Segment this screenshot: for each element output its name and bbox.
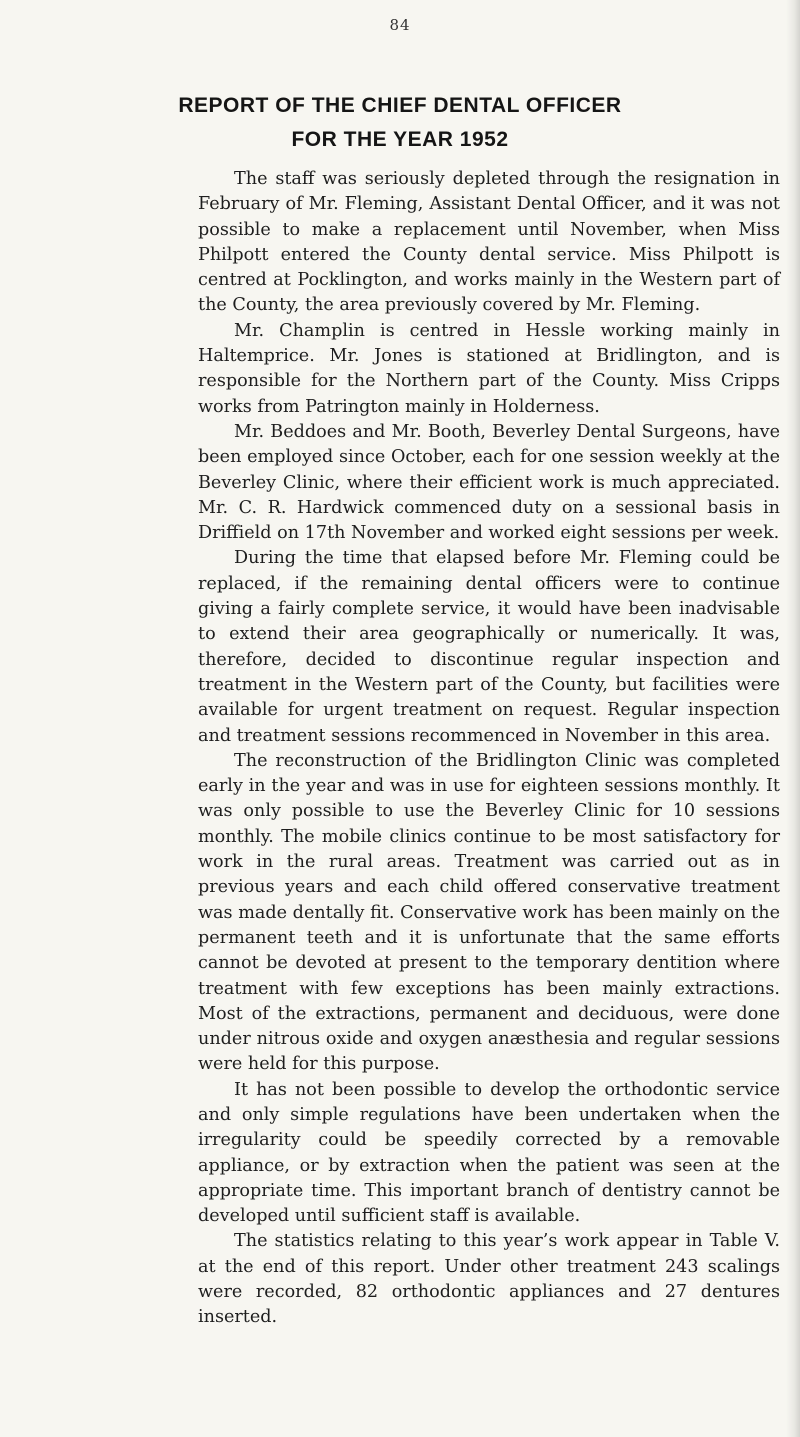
paragraph-service-interruption: During the time that elapsed before Mr. Fleming could be replaced, if the remaining dental officers were to continue giving a fairly complete service, it would have been inadvisable to extend their area geographically or numerically. It was, therefore, decided to discontinue regular inspection and treatment in the Western part of the County, but facilities were available for urgent treatment on request. Regular inspection and treatment sessions recommenced in November in this area. [198,548,780,746]
page-edge-shadow [786,0,800,1437]
paragraph-clinics-and-treatment: The reconstruction of the Bridlington Clinic was completed early in the year and was in use for eighteen sessions monthly. It was only possible to use the Beverley Clinic for 10 sessions monthly. The mobile clinics continue to be most satisfactory for work in the rural areas. Treatment was carried out as in previous years and each child offered conservative treatment was made dentally fit. Conservative work has been mainly on the permanent teeth and it is unfortunate that the same efforts cannot be devoted at present to the temporary dentition where treatment with few exceptions has been mainly extractions. Most of the extractions, permanent and deciduous, were done under nitrous oxide and oxygen anæsthesia and regular sessions were held for this purpose. [198,750,780,1075]
report-subtitle: FOR THE YEAR 1952 [291,128,509,151]
paragraph-orthodontic-service: It has not been possible to develop the orthodontic service and only simple regulations have been undertaken when the irregularity could be speedily corrected by a removable appliance, or by extraction when the patient was seen at the appropriate time. This important branch of dentistry cannot be developed until sufficient staff is available. [198,1079,780,1227]
paragraph-officer-locations: Mr. Champlin is centred in Hessle working mainly in Haltemprice. Mr. Jones is stationed at Bridlington, and is responsible for the Northern part of the County. Miss Cripps works from Patrington mainly in Holderness. [198,320,780,417]
paragraph-statistics: The statistics relating to this year’s work appear in Table V. at the end of this report. Under other treatment 243 scalings were recorded, 82 orthodontic appliances and 27 dentures inserted. [198,1231,780,1328]
paragraph-staffing: The staff was seriously depleted through the resignation in February of Mr. Fleming, Assistant Dental Officer, and it was not possible to make a replacement until November, when Miss Philpott entered the County dental service. Miss Philpott is centred at Pocklington, and works mainly in the Western part of the County, the area previously covered by Mr. Fleming. [198,169,780,316]
paragraph-sessional-surgeons: Mr. Beddoes and Mr. Booth, Beverley Dental Surgeons, have been employed since October, each for one session weekly at the Beverley Clinic, where their efficient work is much appreciated. Mr. C. R. Hardwick commenced duty on a sessional basis in Driffield on 17th November and worked eight sessions per week. [198,421,780,544]
report-body [198,167,780,1331]
page-number: 84 [389,16,411,34]
report-title: REPORT OF THE CHIEF DENTAL OFFICER [178,94,622,117]
